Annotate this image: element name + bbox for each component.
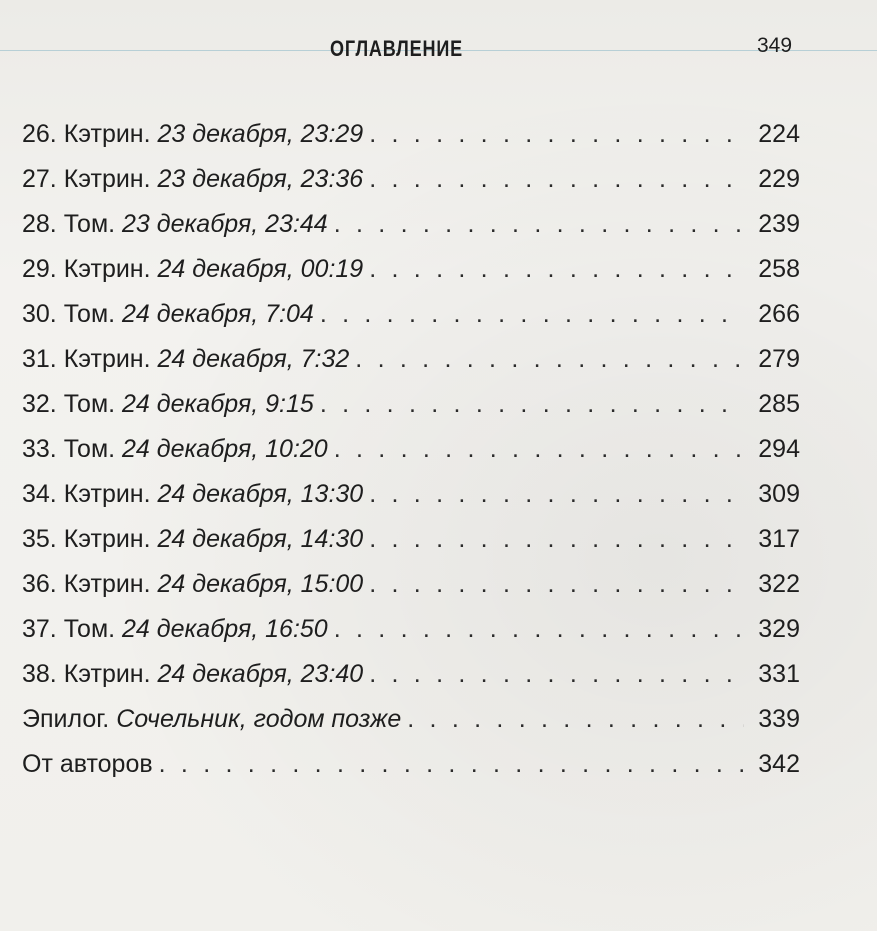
- toc-entry: [22, 615, 800, 660]
- dot-leader: [369, 660, 744, 689]
- entry-page-number: 285: [758, 390, 800, 418]
- entry-name: Кэтрин.: [63, 120, 151, 148]
- toc-entry: [22, 570, 800, 615]
- dot-leader: [320, 300, 744, 329]
- entry-time: 24 декабря, 16:50: [122, 615, 328, 643]
- entry-time: 24 декабря, 10:20: [122, 435, 328, 463]
- entry-page-number: 239: [758, 210, 800, 238]
- dot-leader: [369, 525, 744, 554]
- entry-page-number: 309: [758, 480, 800, 508]
- entry-time: 24 декабря, 9:15: [122, 390, 314, 418]
- toc-entry: [22, 300, 800, 345]
- table-of-contents: [22, 120, 800, 795]
- entry-number: 29.: [22, 255, 57, 283]
- entry-page-number: 322: [758, 570, 800, 598]
- entry-time: 24 декабря, 7:32: [157, 345, 350, 373]
- entry-time: 24 декабря, 00:19: [157, 255, 364, 283]
- dot-leader: [334, 210, 744, 239]
- entry-page-number: 317: [758, 525, 800, 553]
- entry-page-number: 342: [758, 750, 800, 778]
- dot-leader: [369, 570, 744, 599]
- entry-page-number: 224: [758, 120, 800, 148]
- entry-name: Том.: [63, 390, 116, 418]
- toc-entry: [22, 120, 800, 165]
- entry-name: Эпилог.: [22, 705, 110, 733]
- entry-number: 36.: [22, 570, 57, 598]
- entry-page-number: 339: [758, 705, 800, 733]
- entry-name: От авторов: [22, 750, 153, 778]
- entry-page-number: 329: [758, 615, 800, 643]
- entry-page-number: 294: [758, 435, 800, 463]
- entry-page-number: 331: [758, 660, 800, 688]
- entry-page-number: 266: [758, 300, 800, 328]
- dot-leader: [369, 165, 744, 194]
- dot-leader: [159, 750, 744, 779]
- toc-entry: [22, 435, 800, 480]
- toc-entry: [22, 345, 800, 390]
- entry-name: Том.: [63, 210, 116, 238]
- entry-page-number: 279: [758, 345, 800, 373]
- dot-leader: [334, 435, 744, 464]
- dot-leader: [369, 255, 744, 284]
- entry-time: 24 декабря, 7:04: [122, 300, 314, 328]
- toc-entry-authors: [22, 750, 800, 795]
- entry-number: 38.: [22, 660, 57, 688]
- toc-entry: [22, 390, 800, 435]
- entry-name: Кэтрин.: [63, 345, 151, 373]
- entry-name: Кэтрин.: [63, 570, 151, 598]
- entry-name: Том.: [63, 300, 116, 328]
- entry-page-number: 258: [758, 255, 800, 283]
- entry-number: 31.: [22, 345, 57, 373]
- toc-entry: [22, 255, 800, 300]
- toc-entry: [22, 165, 800, 210]
- dot-leader: [334, 615, 744, 644]
- entry-name: Кэтрин.: [63, 525, 151, 553]
- dot-leader: [407, 705, 744, 734]
- page-title: ОГЛАВЛЕНИЕ: [330, 36, 463, 61]
- entry-number: 35.: [22, 525, 57, 553]
- toc-entry-epilogue: [22, 705, 800, 750]
- dot-leader: [320, 390, 744, 419]
- entry-number: 27.: [22, 165, 57, 193]
- entry-number: 33.: [22, 435, 57, 463]
- entry-number: 26.: [22, 120, 57, 148]
- entry-number: 34.: [22, 480, 57, 508]
- dot-leader: [369, 120, 744, 149]
- entry-time: 24 декабря, 14:30: [157, 525, 364, 553]
- entry-time: Сочельник, годом позже: [116, 705, 402, 733]
- entry-name: Кэтрин.: [63, 660, 151, 688]
- entry-time: 23 декабря, 23:36: [157, 165, 364, 193]
- entry-number: 28.: [22, 210, 57, 238]
- entry-name: Том.: [63, 615, 116, 643]
- toc-entry: [22, 480, 800, 525]
- entry-number: 32.: [22, 390, 57, 418]
- entry-time: 24 декабря, 23:40: [157, 660, 364, 688]
- entry-time: 24 декабря, 13:30: [157, 480, 364, 508]
- entry-name: Кэтрин.: [63, 255, 151, 283]
- toc-entry: [22, 210, 800, 255]
- entry-name: Кэтрин.: [63, 165, 151, 193]
- entry-name: Том.: [63, 435, 116, 463]
- entry-page-number: 229: [758, 165, 800, 193]
- dot-leader: [369, 480, 744, 509]
- page-number: 349: [757, 34, 793, 57]
- dot-leader: [355, 345, 744, 374]
- entry-time: 23 декабря, 23:29: [157, 120, 364, 148]
- entry-number: 30.: [22, 300, 57, 328]
- entry-time: 23 декабря, 23:44: [122, 210, 328, 238]
- entry-time: 24 декабря, 15:00: [157, 570, 364, 598]
- entry-name: Кэтрин.: [63, 480, 151, 508]
- toc-entry: [22, 660, 800, 705]
- toc-entry: [22, 525, 800, 570]
- entry-number: 37.: [22, 615, 57, 643]
